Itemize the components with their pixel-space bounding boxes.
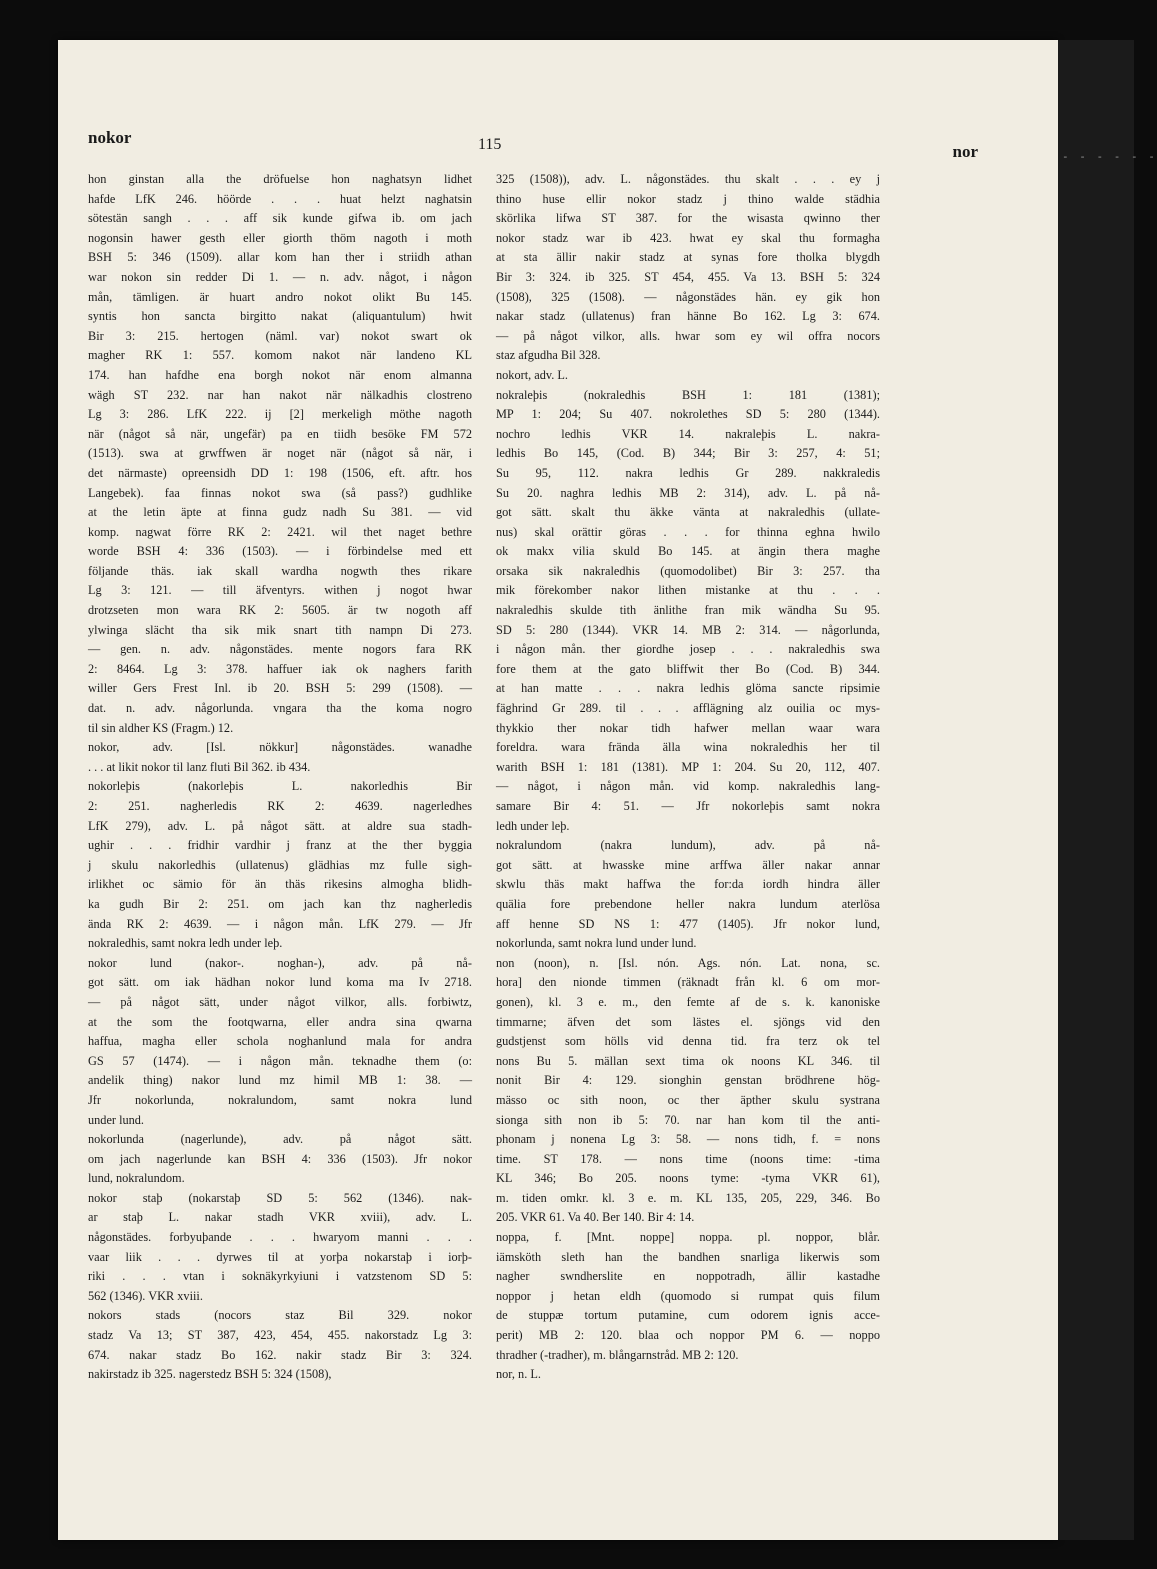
text-line: MP 1: 204; Su 407. nokrolethes SD 5: 280 (1344). — [496, 407, 880, 422]
text-line: — på något sätt, under något vilkor, alls. forbiwtz, — [88, 994, 472, 1009]
text-line: at sta ällir nakir stadz at synas fore tholka blygdh — [496, 250, 880, 265]
text-line: ar staþ L. nakar stadh VKR xviii), adv. L. — [88, 1210, 472, 1225]
text-line: ughir . . . fridhir vardhir j franz at the ther byggia — [88, 838, 472, 853]
left-running-headword: nokor — [88, 128, 132, 147]
text-line: gonen), kl. 3 e. m., den femte af de s. k. kanoniske — [496, 994, 880, 1009]
text-line: KL 346; Bo 205. noons tyme: -tyma VKR 61), — [496, 1171, 880, 1186]
text-line: stadz Va 13; ST 387, 423, 454, 455. nakorstadz Lg 3: — [88, 1328, 472, 1343]
text-line: (1513). swa at grwffwen är noget när (något så när, i — [88, 446, 472, 461]
text-line: 205. VKR 61. Va 40. Ber 140. Bir 4: 14. — [496, 1210, 695, 1225]
text-line: nakar stadz (ullatenus) fran hänne Bo 162. Lg 3: 674. — [496, 309, 880, 324]
text-line: got sätt. at hwasske mine arffwa äller nakar annar — [496, 857, 880, 872]
text-line: hafde LfK 246. höörde . . . huat helzt naghatsin — [88, 191, 472, 206]
text-line: riki . . . vtan i soknäkyrkyiuni i vatzstenom SD 5: — [88, 1269, 472, 1284]
right-text-column — [496, 170, 880, 1382]
text-line: war nokon sin redder Di 1. — n. adv. något, i någon — [88, 269, 472, 284]
text-line: ända RK 2: 4639. — i någon mån. LfK 279. — Jfr — [88, 916, 472, 931]
text-line: thykkio ther nokar tidh hafwer mellan waar wara — [496, 720, 880, 735]
text-line: SD 5: 280 (1344). VKR 14. MB 2: 314. — någorlunda, — [496, 622, 880, 637]
text-line: nakraledhis skulde tith änlithe fran mik wändha Su 95. — [496, 603, 880, 618]
text-line: nokraleþis (nokraledhis BSH 1: 181 (1381); — [496, 387, 880, 402]
text-line: Langebek). faa finnas nokot swa (så pass?) gudhlike — [88, 485, 472, 500]
text-line: nokraledhis, samt nokra ledh under leþ. — [88, 936, 283, 951]
left-text-column — [88, 170, 472, 1382]
text-line: nokorlunda (nagerlunde), adv. på något sätt. — [88, 1132, 472, 1147]
text-line: lund, nokralundom. — [88, 1171, 185, 1186]
text-line: dat. n. adv. någorlunda. vngara tha the koma nogro — [88, 701, 472, 716]
text-line: LfK 279), adv. L. på något sätt. at aldre sua stadh- — [88, 818, 472, 833]
text-line: nokor, adv. [Isl. nökkur] någonstädes. wanadhe — [88, 740, 472, 755]
text-line: nokors stads (nocors staz Bil 329. nokor — [88, 1308, 472, 1323]
text-line: följande thäs. iak skall wardha nogwth thes rikare — [88, 563, 472, 578]
text-line: time. ST 178. — nons time (noons time: -tima — [496, 1151, 880, 1166]
text-line: — på något vilkor, alls. hwar som ey wil offra nocors — [496, 328, 880, 343]
text-line: nokor staþ (nokarstaþ SD 5: 562 (1346). nak- — [88, 1190, 472, 1205]
text-line: skwlu thäs makt haffwa the for:da iordh hindra äller — [496, 877, 880, 892]
text-line: nagher swndherslite en noppotradh, ällir kastadhe — [496, 1269, 880, 1284]
text-line: thradher (-tradher), m. blångarnstråd. MB 2: 120. — [496, 1347, 739, 1362]
text-line: 2: 8464. Lg 3: 378. haffuer iak ok naghers farith — [88, 661, 472, 676]
text-line: j skulu nakorledhis (ullatenus) glädhias mz fulle sigh- — [88, 857, 472, 872]
text-line: orsaka sik nakraledhis (quomodolibet) Bir 3: 257. tha — [496, 563, 880, 578]
text-line: fore them at the gato bliffwit ther Bo (Cod. B) 344. — [496, 661, 880, 676]
text-line: (1508), 325 (1508). — någonstädes hän. ey gik hon — [496, 289, 880, 304]
text-line: staz afgudha Bil 328. — [496, 348, 601, 363]
text-line: BSH 5: 346 (1509). allar kom han ther i striidh athan — [88, 250, 472, 265]
text-line: om jach nagerlunde kan BSH 4: 336 (1503). Jfr nokor — [88, 1151, 472, 1166]
text-line: ylwinga slächt tha sik mik snart tith nampn Di 273. — [88, 622, 472, 637]
text-line: Bir 3: 324. ib 325. ST 454, 455. Va 13. BSH 5: 324 — [496, 269, 880, 284]
text-line: komp. nagwat förre RK 2: 2421. wil thet naget bethre — [88, 524, 472, 539]
text-line: 2: 251. nagherledis RK 2: 4639. nagerledhes — [88, 799, 472, 813]
text-line: warith BSH 1: 181 (1381). MP 1: 204. Su 20, 112, 407. — [496, 759, 880, 774]
page-header — [88, 128, 978, 161]
text-line: at the letin äpte at finna gudz nadh Su 381. — vid — [88, 505, 472, 520]
text-line: GS 57 (1474). — i någon mån. teknadhe them (o: — [88, 1053, 472, 1068]
text-line: Bir 3: 215. hertogen (näml. var) nokot swart ok — [88, 328, 472, 343]
text-line: at han matte . . . nakra ledhis glöma sancte ripsimie — [496, 681, 880, 696]
text-line: mik förekomber nakor lithen mistanke at thu . . . — [496, 583, 880, 598]
text-line: andelik thing) nakor lund mz himil MB 1: 38. — — [88, 1073, 472, 1088]
text-line: när (något så när, ungefär) pa en tiidh besöke FM 572 — [88, 426, 472, 441]
right-running-headword: nor — [952, 142, 978, 161]
text-line: mån, tämligen. är huart andro nokot olikt Bu 145. — [88, 289, 472, 304]
text-line: ledhis Bo 145, (Cod. B) 344; Bir 3: 257, 4: 51; — [496, 446, 880, 461]
text-line: ka gudh Bir 2: 251. om jach kan thz nagherledis — [88, 896, 472, 911]
text-line: 325 (1508)), adv. L. någonstädes. thu skalt . . . ey j — [496, 172, 880, 186]
text-line: nokor lund (nakor-. noghan-), adv. på nå- — [88, 955, 472, 970]
text-line: Lg 3: 286. LfK 222. ij [2] merkeligh möthe nagoth — [88, 407, 472, 422]
text-line: thino huse ellir nokor stadz j thino walde städhia — [496, 191, 880, 206]
scan-edge-strip — [1058, 40, 1157, 1540]
text-line: Jfr nokorlunda, nokralundom, samt nokra lund — [88, 1092, 472, 1107]
text-line: hora] den nionde timmen (räknadt från kl. 6 om mor- — [496, 975, 880, 990]
text-line: nonit Bir 4: 129. sionghin genstan brödhrene hög- — [496, 1073, 880, 1088]
text-line: worde BSH 4: 336 (1503). — i förbindelse med ett — [88, 544, 472, 559]
text-line: phonam j nonena Lg 3: 58. — nons tidh, f. = nons — [496, 1132, 880, 1147]
text-line: noppor j hetan eldh (quomodo si rumpat quis filum — [496, 1288, 880, 1303]
text-line: nokorleþis (nakorleþis L. nakorledhis Bir — [88, 779, 472, 794]
text-line: nogonsin hawer gesth eller giorth thöm nagoth i moth — [88, 230, 472, 245]
text-line: noppa, f. [Mnt. noppe] noppa. pl. noppor, blår. — [496, 1230, 880, 1245]
text-line: til sin aldher KS (Fragm.) 12. — [88, 720, 234, 735]
text-line: skörlika lifwa ST 387. for the wisasta qwinno ther — [496, 211, 880, 226]
text-line: quälia fore prebendone heller nakra lundum aterlösa — [496, 896, 880, 911]
text-line: iämsköth sleth han the bandhen snarliga likerwis som — [496, 1249, 880, 1264]
text-line: samare Bir 4: 51. — Jfr nokorleþis samt nokra — [496, 799, 880, 813]
text-line: nor, n. L. — [496, 1367, 541, 1382]
text-line: nochro ledhis VKR 14. nakraleþis L. nakra- — [496, 426, 880, 441]
text-line: sionga sith non ib 5: 70. nar han kom til the anti- — [496, 1112, 880, 1127]
text-line: nus) skal orättir göras . . . for thinna eghna hwilo — [496, 524, 880, 539]
text-line: 174. han hafdhe ena borgh nokot när enom almanna — [88, 367, 472, 382]
text-line: sötestän sangh . . . aff sik kunde gifwa ib. om jach — [88, 211, 472, 226]
text-line: gudstjenst som hölls vid denna tid. fra terz ok tel — [496, 1034, 880, 1049]
text-line: syntis hon sancta birgitto nakat (aliquantulum) hwit — [88, 309, 472, 324]
text-line: got sätt. om iak hädhan nokor lund koma ma Iv 2718. — [88, 975, 472, 990]
text-line: de stuppæ tortum putamine, cum odorem ignis acce- — [496, 1308, 880, 1323]
text-line: perit) MB 2: 120. blaa och noppor PM 6. — noppo — [496, 1328, 880, 1343]
text-line: nakirstadz ib 325. nagerstedz BSH 5: 324 (1508), — [88, 1367, 332, 1382]
text-line: haffua, magha eller schola noghanlund mala for andra — [88, 1034, 472, 1049]
page-number: 115 — [478, 136, 502, 153]
text-line: nons Bu 5. mällan sext tima ok noons KL 346. til — [496, 1053, 880, 1068]
text-line: — något, i någon mån. vid komp. nakraledhis lang- — [496, 779, 880, 794]
text-line: hon ginstan alla the dröfuelse hon naghatsyn lidhet — [88, 172, 472, 186]
text-line: Lg 3: 121. — till äfventyrs. withen j nogot hwar — [88, 583, 472, 598]
text-line: i någon mån. ther giordhe josep . . . nakraledhis swa — [496, 642, 880, 657]
text-line: mässo oc sith noon, oc ther äpther skulu systrana — [496, 1092, 880, 1107]
text-line: foreldra. wara frända älla wina nokraledhis her til — [496, 740, 880, 755]
text-line: magher RK 1: 557. komom nakot när landeno KL — [88, 348, 472, 363]
text-line: aff henne SD NS 1: 477 (1405). Jfr nokor lund, — [496, 916, 880, 931]
text-line: fäghrind Gr 289. til . . . afflägning alz ouilia oc mys- — [496, 701, 880, 716]
text-line: Su 20. naghra ledhis MB 2: 314), adv. L. på nå- — [496, 485, 880, 500]
text-line: . . . at likit nokor til lanz fluti Bil 362. ib 434. — [88, 759, 311, 774]
text-line: timmarne; äfven det som lästes el. sjöngs vid den — [496, 1014, 880, 1029]
text-line: nokorlunda, samt nokra lund under lund. — [496, 936, 697, 951]
text-line: under lund. — [88, 1112, 145, 1127]
text-line: — gen. n. adv. någonstädes. mente nogors fara RK — [88, 642, 472, 657]
text-line: wägh ST 232. nar han nakot när nälkadhis clostreno — [88, 387, 472, 402]
text-line: ledh under leþ. — [496, 818, 570, 833]
text-line: nokort, adv. L. — [496, 367, 568, 382]
text-line: nokor stadz war ib 423. hwat ey skal thu formagha — [496, 230, 880, 245]
text-line: got sätt. skalt thu äkke vänta at nakraledhis (ullate- — [496, 505, 880, 520]
text-line: at the som the footqwarna, eller andra sina qwarna — [88, 1014, 472, 1029]
text-line: vaar liik . . . dyrwes til at yorþa nokarstaþ i iorþ- — [88, 1249, 472, 1264]
text-line: någonstädes. forbyuþande . . . hwaryom manni . . . — [88, 1230, 472, 1245]
text-line: Su 95, 112. nakra ledhis Gr 289. nakkraledis — [496, 465, 880, 480]
text-line: drotzseten mon wara RK 2: 5605. är tw nogoth aff — [88, 603, 472, 618]
text-line: willer Gers Frest Inl. ib 20. BSH 5: 299 (1508). — — [88, 681, 472, 696]
text-line: irlikhet oc sämio för än thäs rikesins almogha blidh- — [88, 877, 472, 892]
text-line: 562 (1346). VKR xviii. — [88, 1288, 203, 1303]
text-line: non (noon), n. [Isl. nón. Ags. nón. Lat. nona, sc. — [496, 955, 880, 970]
text-line: nokralundom (nakra lundum), adv. på nå- — [496, 838, 880, 853]
text-line: 674. nakar stadz Bo 162. nakir stadz Bir 3: 324. — [88, 1347, 472, 1362]
text-line: ok makx vilia skuld Bo 145. at ängin thera maghe — [496, 544, 880, 559]
text-line: det närmaste) opreensidh DD 1: 198 (1506, eft. aftr. hos — [88, 465, 472, 480]
text-line: m. tiden omkr. kl. 3 e. m. KL 135, 205, 229, 346. Bo — [496, 1190, 880, 1205]
margin-dashes: - - - - - - — [1062, 150, 1157, 163]
